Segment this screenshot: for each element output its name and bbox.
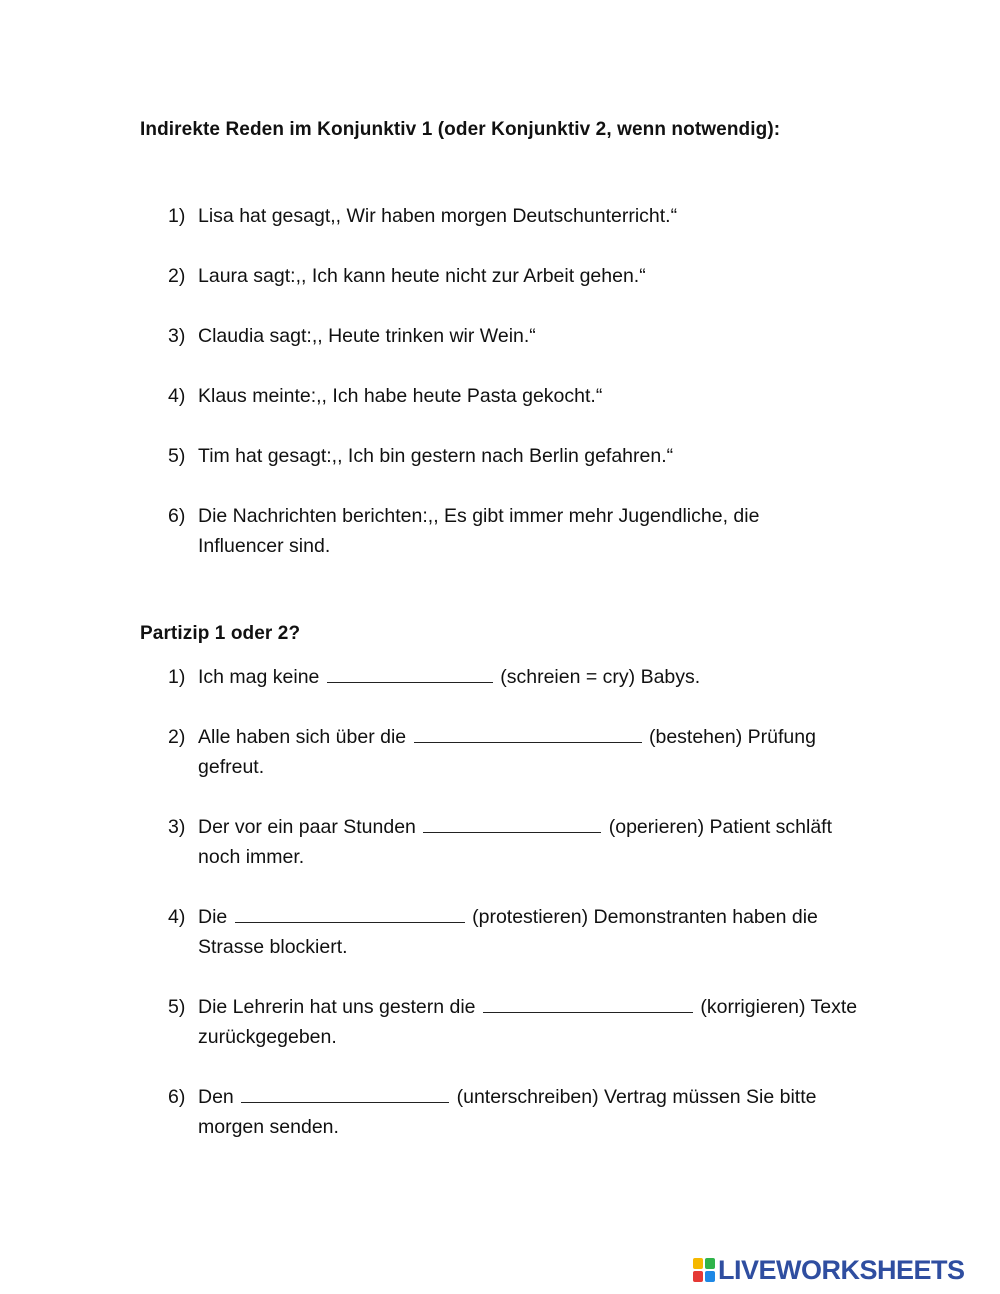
list-item <box>168 501 848 561</box>
item-text-before: Den <box>198 1086 234 1108</box>
item-text-before: Der vor ein paar Stunden <box>198 816 416 838</box>
item-number: 5) <box>168 996 186 1018</box>
answer-blank[interactable] <box>483 993 693 1013</box>
list-item <box>168 902 868 962</box>
item-number: 3) <box>168 325 186 347</box>
list-item <box>168 722 878 782</box>
list-item <box>168 662 878 692</box>
item-number: 1) <box>168 205 186 227</box>
liveworksheets-logo-icon <box>693 1258 715 1282</box>
item-number: 3) <box>168 816 186 838</box>
answer-blank[interactable] <box>414 723 642 743</box>
item-text: Die Nachrichten berichten:,, Es gibt immer mehr Jugendliche, die Influencer sind. <box>198 505 760 557</box>
item-text-before: Alle haben sich über die <box>198 726 407 748</box>
item-number: 5) <box>168 445 186 467</box>
answer-blank[interactable] <box>235 903 465 923</box>
indirect-speech-list <box>168 201 878 561</box>
item-text: Tim hat gesagt:,, Ich bin gestern nach Berlin gefahren.“ <box>198 445 674 467</box>
item-text-after: (protestieren) Demonstranten haben die Strasse blockiert. <box>198 906 818 958</box>
list-item <box>168 381 878 411</box>
list-item <box>168 812 838 872</box>
list-item <box>168 992 878 1052</box>
list-item <box>168 261 878 291</box>
item-text-after: (unterschreiben) Vertrag müssen Sie bitte morgen senden. <box>198 1086 817 1138</box>
item-number: 4) <box>168 385 186 407</box>
item-number: 6) <box>168 505 186 527</box>
item-number: 2) <box>168 265 186 287</box>
item-number: 6) <box>168 1086 186 1108</box>
item-text-before: Die Lehrerin hat uns gestern die <box>198 996 476 1018</box>
list-item <box>168 321 878 351</box>
list-item <box>168 201 878 231</box>
answer-blank[interactable] <box>241 1083 449 1103</box>
participle-list <box>168 662 878 1142</box>
section-2-heading: Partizip 1 oder 2? <box>140 623 301 644</box>
item-text-before: Ich mag keine <box>198 666 320 688</box>
item-text: Laura sagt:,, Ich kann heute nicht zur Arbeit gehen.“ <box>198 265 646 287</box>
item-number: 4) <box>168 906 186 928</box>
answer-blank[interactable] <box>423 813 601 833</box>
item-text-after: (korrigieren) Texte zurückgegeben. <box>198 996 858 1048</box>
item-text: Klaus meinte:,, Ich habe heute Pasta gekocht.“ <box>198 385 603 407</box>
item-text-after: (schreien = cry) Babys. <box>500 666 701 688</box>
item-text-after: (operieren) Patient schläft noch immer. <box>198 816 833 868</box>
item-text: Claudia sagt:,, Heute trinken wir Wein.“ <box>198 325 536 347</box>
item-text-before: Die <box>198 906 228 928</box>
item-number: 2) <box>168 726 186 748</box>
answer-blank[interactable] <box>327 663 493 683</box>
list-item <box>168 441 878 471</box>
liveworksheets-logo[interactable] <box>693 1255 965 1285</box>
item-text: Lisa hat gesagt,, Wir haben morgen Deutschunterricht.“ <box>198 205 678 227</box>
section-1-heading: Indirekte Reden im Konjunktiv 1 (oder Konjunktiv 2, wenn notwendig): <box>140 119 781 140</box>
item-text-after: (bestehen) Prüfung gefreut. <box>198 726 816 778</box>
item-number: 1) <box>168 666 186 688</box>
list-item <box>168 1082 858 1142</box>
logo-text: LIVEWORKSHEETS <box>718 1254 965 1285</box>
